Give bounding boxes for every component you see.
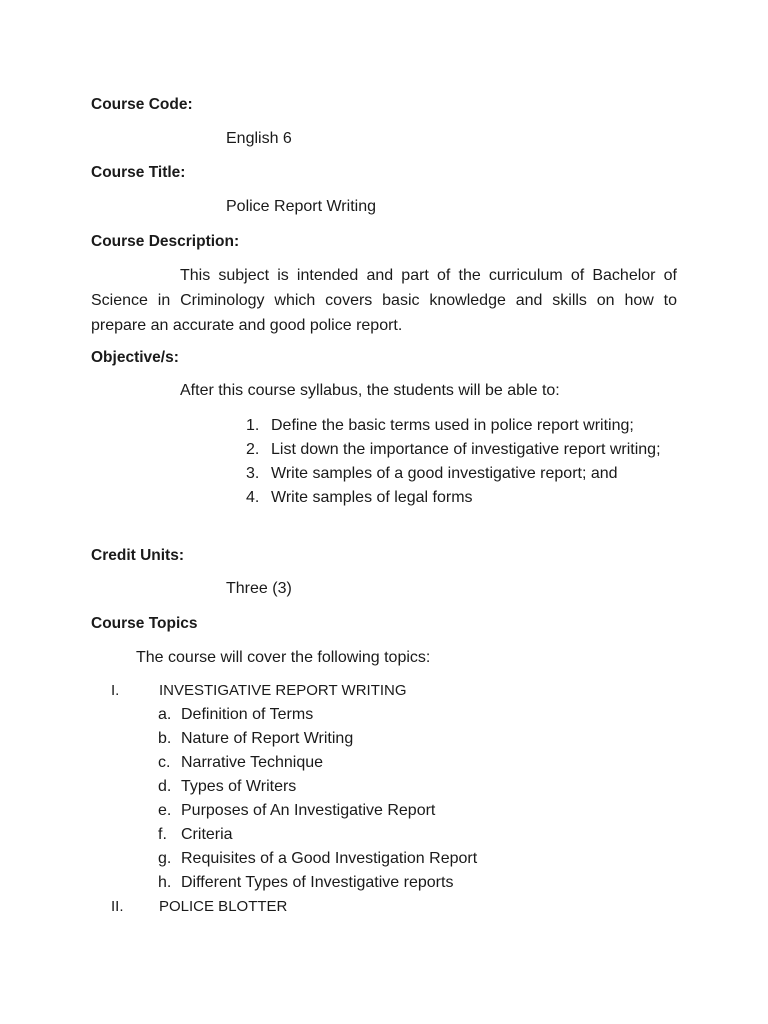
topic-title: INVESTIGATIVE REPORT WRITING [159,682,407,699]
subtopic-item [158,847,477,871]
subtopic-letter: d. [158,778,172,795]
objective-text: Write samples of a good investigative report; and [271,465,618,482]
course-description-label: Course Description: [91,233,240,250]
course-title-label: Course Title: [91,164,186,181]
objective-item [246,486,678,510]
subtopic-text: Purposes of An Investigative Report [181,802,436,819]
subtopic-letter: g. [158,850,172,867]
objective-number: 2. [246,441,260,458]
subtopic-text: Different Types of Investigative reports [181,874,454,891]
topic-heading [111,898,287,915]
subtopic-item [158,703,477,727]
course-code-label: Course Code: [91,96,193,113]
objective-number: 3. [246,465,260,482]
objective-text: Define the basic terms used in police report writing; [271,417,634,434]
objectives-list [246,414,678,510]
subtopic-letter: a. [158,706,172,723]
subtopic-item [158,871,477,895]
objective-item [246,462,678,486]
course-description-text: This subject is intended and part of the curriculum of Bachelor of Science in Criminology which covers basic knowledge and skills on how to prepare an accurate and good police report. [91,267,677,334]
topic-numeral: II. [111,898,124,915]
subtopic-text: Definition of Terms [181,706,314,723]
objective-text: Write samples of legal forms [271,489,473,506]
objective-number: 4. [246,489,260,506]
objective-text: List down the importance of investigative report writing; [271,441,661,458]
topic-title: POLICE BLOTTER [159,898,288,915]
subtopic-text: Types of Writers [181,778,297,795]
subtopic-letter: c. [158,754,171,771]
course-topics-intro: The course will cover the following topics: [136,649,431,666]
subtopic-letter: b. [158,730,172,747]
subtopic-text: Narrative Technique [181,754,324,771]
subtopic-list [158,703,477,895]
subtopic-text: Requisites of a Good Investigation Report [181,850,478,867]
objective-number: 1. [246,417,260,434]
credit-units-value: Three (3) [226,580,292,597]
course-code-value: English 6 [226,130,292,147]
subtopic-letter: f. [158,826,167,843]
course-description-paragraph [91,263,677,338]
objectives-label: Objective/s: [91,349,179,366]
subtopic-item [158,775,477,799]
course-topics-label: Course Topics [91,615,198,632]
subtopic-letter: h. [158,874,172,891]
topic-numeral: I. [111,682,120,699]
course-title-value: Police Report Writing [226,198,376,215]
subtopic-text: Criteria [181,826,233,843]
subtopic-item [158,823,477,847]
subtopic-item [158,751,477,775]
topic-heading [111,682,407,699]
subtopic-item [158,727,477,751]
subtopic-letter: e. [158,802,172,819]
credit-units-label: Credit Units: [91,547,184,564]
objectives-intro: After this course syllabus, the students will be able to: [180,382,560,399]
objective-item [246,414,678,438]
objective-item [246,438,678,462]
subtopic-text: Nature of Report Writing [181,730,354,747]
subtopic-item [158,799,477,823]
